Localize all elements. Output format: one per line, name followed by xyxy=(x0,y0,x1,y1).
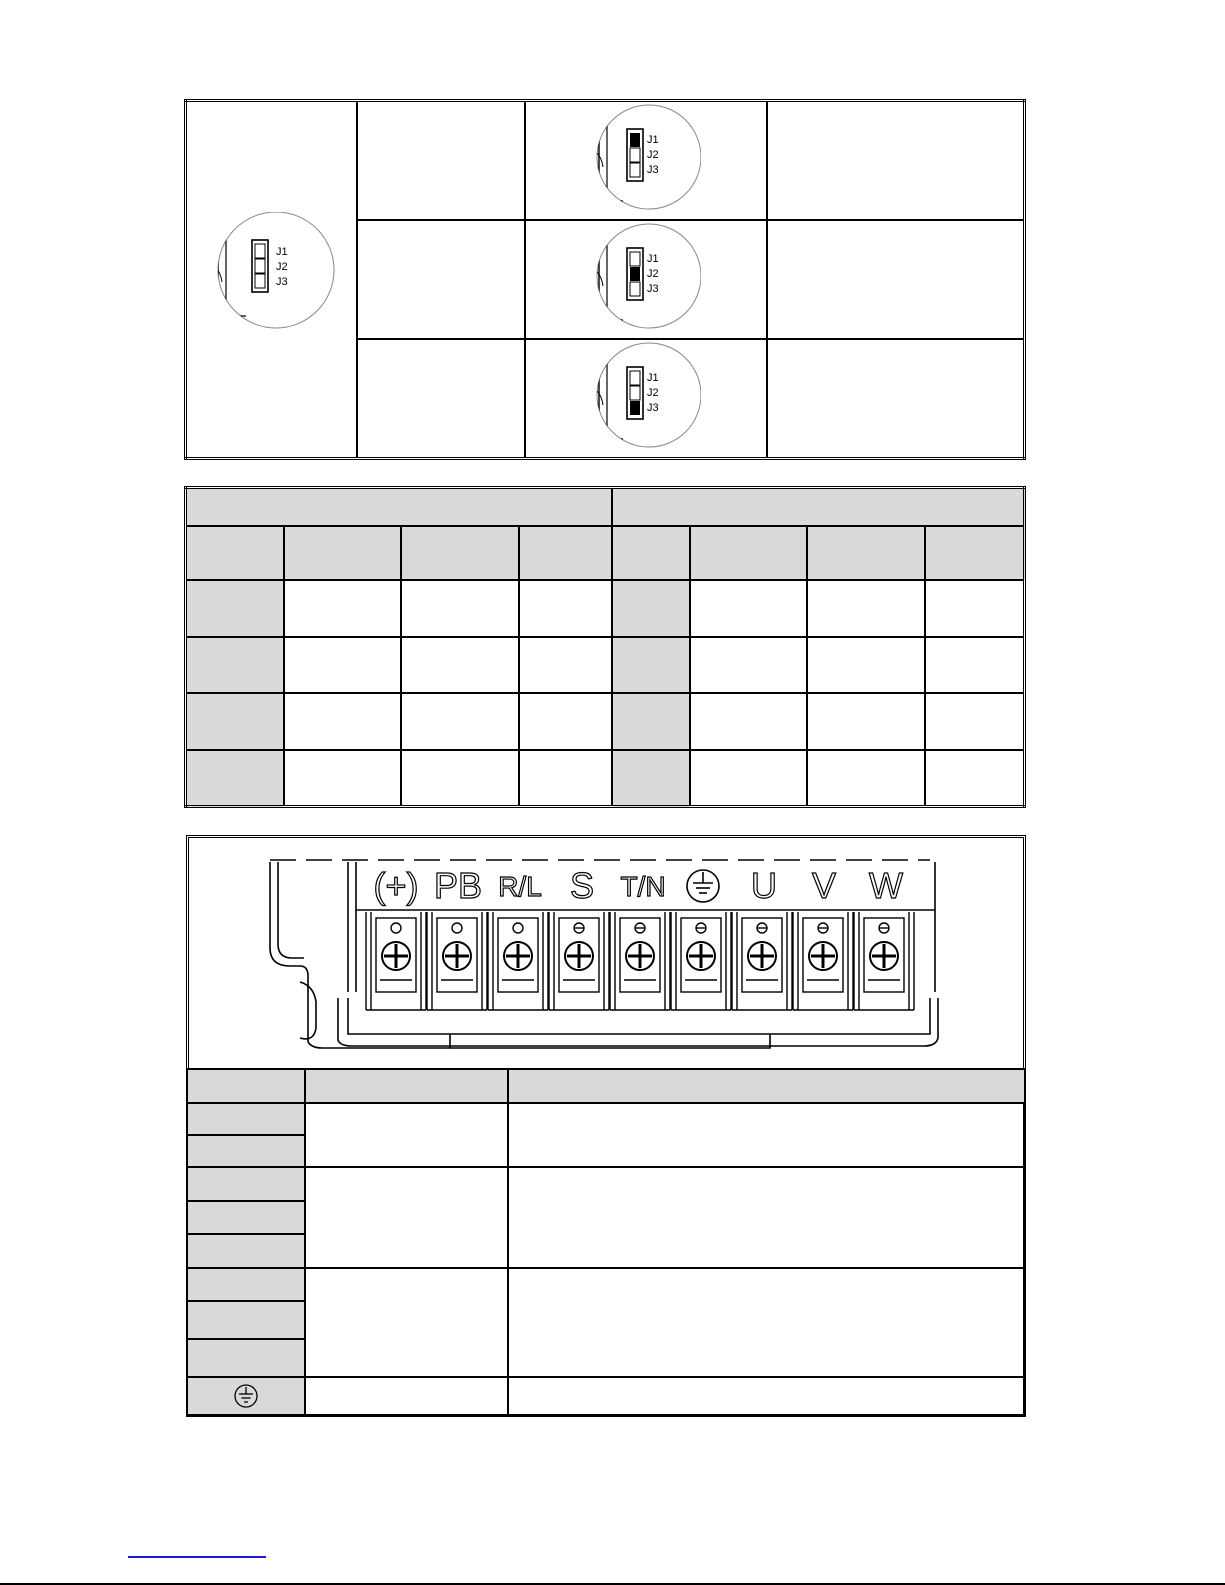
terminal-col-header xyxy=(508,1069,1025,1103)
rating-cell xyxy=(284,750,401,807)
jumper-option-3-label-cell xyxy=(357,339,525,458)
rating-cell xyxy=(284,693,401,750)
rating-cell xyxy=(401,750,519,807)
terminal-label-v: V xyxy=(811,865,837,906)
terminal-col-header xyxy=(187,1069,305,1103)
rating-cell xyxy=(925,693,1025,750)
terminal-name-cell xyxy=(305,1268,508,1377)
rating-table xyxy=(184,486,1026,808)
jumper-label: J3 xyxy=(646,402,659,415)
terminal-label-u: U xyxy=(751,865,777,906)
ground-icon xyxy=(687,870,719,902)
terminal-label-rl: R/L xyxy=(498,871,542,902)
jumper-label: J2 xyxy=(646,267,659,280)
rating-row-header xyxy=(612,580,690,637)
rating-row-header xyxy=(612,637,690,694)
jumper-table xyxy=(184,99,1026,460)
rating-cell xyxy=(401,637,519,694)
rating-cell xyxy=(519,750,612,807)
rating-row-header xyxy=(612,750,690,807)
jumper-option-3-image-cell xyxy=(525,339,767,458)
rating-cell xyxy=(925,580,1025,637)
jumper-option-2-image-cell xyxy=(525,220,767,339)
rating-row-header xyxy=(186,637,284,694)
jumper-option-1-image-cell xyxy=(525,101,767,220)
rating-group-header-right xyxy=(612,488,1025,526)
jumper-option-1-label-cell xyxy=(357,101,525,220)
terminal-screw-block xyxy=(671,912,731,1010)
rating-col-header xyxy=(519,526,612,581)
rating-cell xyxy=(284,580,401,637)
terminal-symbol-cell xyxy=(187,1268,305,1301)
terminal-screw-block xyxy=(366,912,426,1010)
jumper-option-3-desc-cell xyxy=(767,339,1025,458)
jumper-label: J1 xyxy=(276,246,288,258)
rating-group-header-left xyxy=(186,488,612,526)
rating-cell xyxy=(401,580,519,637)
terminal-screw-block xyxy=(549,912,609,1010)
rating-cell xyxy=(807,750,925,807)
terminal-symbol-cell xyxy=(187,1301,305,1339)
rating-col-header xyxy=(284,526,401,581)
rating-cell xyxy=(690,637,807,694)
rating-row-header xyxy=(612,693,690,750)
terminal-label-s: S xyxy=(569,865,595,906)
rating-cell xyxy=(519,580,612,637)
jumper-label: J2 xyxy=(646,148,659,161)
terminal-name-cell xyxy=(305,1377,508,1415)
rating-cell xyxy=(807,580,925,637)
jumper-label: J2 xyxy=(276,261,288,273)
jumper-option-2-label-cell xyxy=(357,220,525,339)
rating-cell xyxy=(284,637,401,694)
rating-cell xyxy=(690,693,807,750)
rating-row-header xyxy=(186,693,284,750)
terminal-screw-block xyxy=(732,912,792,1010)
terminal-screw-block xyxy=(488,912,548,1010)
terminal-symbol-cell xyxy=(187,1167,305,1201)
rating-cell xyxy=(519,637,612,694)
rating-cell xyxy=(925,750,1025,807)
rating-cell xyxy=(401,693,519,750)
terminal-desc-cell xyxy=(508,1103,1025,1167)
rating-cell xyxy=(807,637,925,694)
terminal-symbol-cell xyxy=(187,1339,305,1377)
jumper-label: J2 xyxy=(646,387,659,400)
jumper-label: J3 xyxy=(646,163,659,176)
terminal-description-table xyxy=(186,1068,1026,1416)
jumper-j2-illustration xyxy=(591,222,701,332)
terminal-screw-block xyxy=(427,912,487,1010)
terminal-col-header xyxy=(305,1069,508,1103)
footer-link-underline[interactable] xyxy=(128,1556,266,1558)
terminal-strip-drawing xyxy=(260,852,960,1052)
jumper-default-cell xyxy=(186,101,357,459)
terminal-screw-block xyxy=(793,912,853,1010)
jumper-j1-illustration xyxy=(591,103,701,213)
jumper-label: J1 xyxy=(646,372,659,385)
rating-col-header xyxy=(925,526,1025,581)
terminal-screw-block xyxy=(854,912,914,1010)
jumper-label: J1 xyxy=(646,252,659,265)
terminal-symbol-cell xyxy=(187,1234,305,1268)
terminal-symbol-cell xyxy=(187,1135,305,1167)
jumper-label: J3 xyxy=(646,282,659,295)
terminal-screw-block xyxy=(610,912,670,1010)
terminal-desc-cell xyxy=(508,1167,1025,1268)
jumper-j3-illustration xyxy=(591,341,701,451)
jumper-option-1-desc-cell xyxy=(767,101,1025,220)
terminal-label-w: W xyxy=(869,865,903,906)
jumper-label: J1 xyxy=(646,133,659,146)
rating-cell xyxy=(925,637,1025,694)
terminal-label-tn: T/N xyxy=(620,871,666,902)
rating-col-header xyxy=(690,526,807,581)
terminal-symbol-cell xyxy=(187,1201,305,1234)
ground-icon xyxy=(233,1383,259,1409)
terminal-symbol-cell xyxy=(187,1103,305,1135)
rating-row-header xyxy=(186,580,284,637)
terminal-desc-cell xyxy=(508,1268,1025,1377)
rating-col-header xyxy=(807,526,925,581)
rating-col-header xyxy=(186,526,284,581)
rating-cell xyxy=(690,750,807,807)
rating-cell xyxy=(690,580,807,637)
jumper-label: J3 xyxy=(276,276,288,288)
terminal-name-cell xyxy=(305,1103,508,1167)
terminal-name-cell xyxy=(305,1167,508,1268)
jumper-default-illustration xyxy=(206,212,336,342)
rating-cell xyxy=(519,693,612,750)
terminal-label-pb: PB xyxy=(433,865,483,906)
rating-col-header xyxy=(401,526,519,581)
rating-row-header xyxy=(186,750,284,807)
jumper-option-2-desc-cell xyxy=(767,220,1025,339)
rating-col-header xyxy=(612,526,690,581)
rating-cell xyxy=(807,693,925,750)
terminal-label-plus: (+) xyxy=(373,865,419,906)
terminal-symbol-cell-ground xyxy=(187,1377,305,1415)
terminal-desc-cell xyxy=(508,1377,1025,1415)
